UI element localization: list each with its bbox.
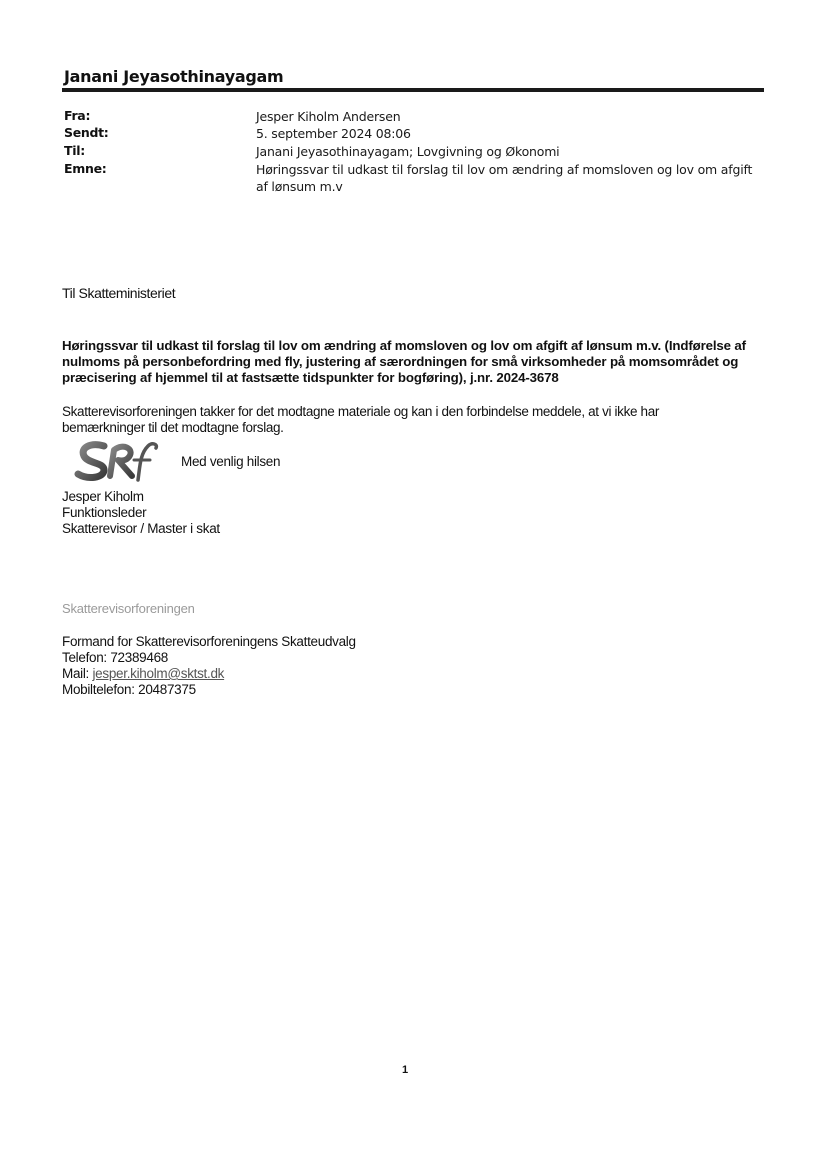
signature-name: Jesper Kiholm [62, 489, 144, 504]
phone-label: Telefon: [62, 650, 107, 665]
contact-position: Formand for Skatterevisorforeningens Skatteudvalg [62, 634, 356, 649]
mobile-label: Mobiltelefon: [62, 682, 135, 697]
from-value: Jesper Kiholm Andersen [256, 109, 401, 124]
signature-block [62, 489, 220, 537]
letter-body: Skatterevisorforeningen takker for det modtagne materiale og kan i den forbindelse meddele, at vi ikke har bemærkninger til det modtagne forslag. [62, 404, 660, 435]
mail-label: Mail: [62, 666, 90, 681]
signature-role: Skatterevisor / Master i skat [62, 521, 220, 536]
signature-title: Funktionsleder [62, 505, 147, 520]
subject-label: Emne: [64, 161, 107, 176]
contact-phone-line [62, 650, 356, 666]
sent-label: Sendt: [64, 125, 109, 140]
srf-logo-icon [74, 438, 160, 484]
to-value: Janani Jeyasothinayagam; Lovgivning og Økonomi [256, 144, 560, 159]
phone-value: 72389468 [110, 650, 169, 665]
contact-mobile-line [62, 682, 356, 698]
header-divider [62, 88, 764, 92]
letter-greeting: Til Skatteministeriet [62, 285, 176, 301]
contact-mail-line [62, 666, 356, 682]
from-label: Fra: [64, 108, 91, 123]
to-label: Til: [64, 143, 85, 158]
page-number: 1 [402, 1064, 409, 1076]
contact-block [62, 634, 356, 698]
subject-value: Høringssvar til udkast til forslag til lov om ændring af momsloven og lov om afgift af lønsum m.v [256, 162, 753, 194]
letter-subject-heading: Høringssvar til udkast til forslag til lov om ændring af momsloven og lov om afgift af lønsum m.v. (Indførelse af nulmoms på personbefordring med fly, justering af særordningen for små virksomheder på momsområdet og præcisering af hjemmel til at fastsætte tidspunkter for bogføring), j.nr. 2024-3678 [62, 338, 746, 385]
organization-name: Skatterevisorforeningen [62, 601, 195, 616]
mailbox-owner-name: Janani Jeyasothinayagam [64, 67, 284, 86]
mobile-value: 20487375 [138, 682, 196, 697]
closing-regards: Med venlig hilsen [181, 454, 281, 469]
email-link[interactable]: jesper.kiholm@sktst.dk [92, 666, 225, 681]
sent-value: 5. september 2024 08:06 [256, 126, 411, 141]
